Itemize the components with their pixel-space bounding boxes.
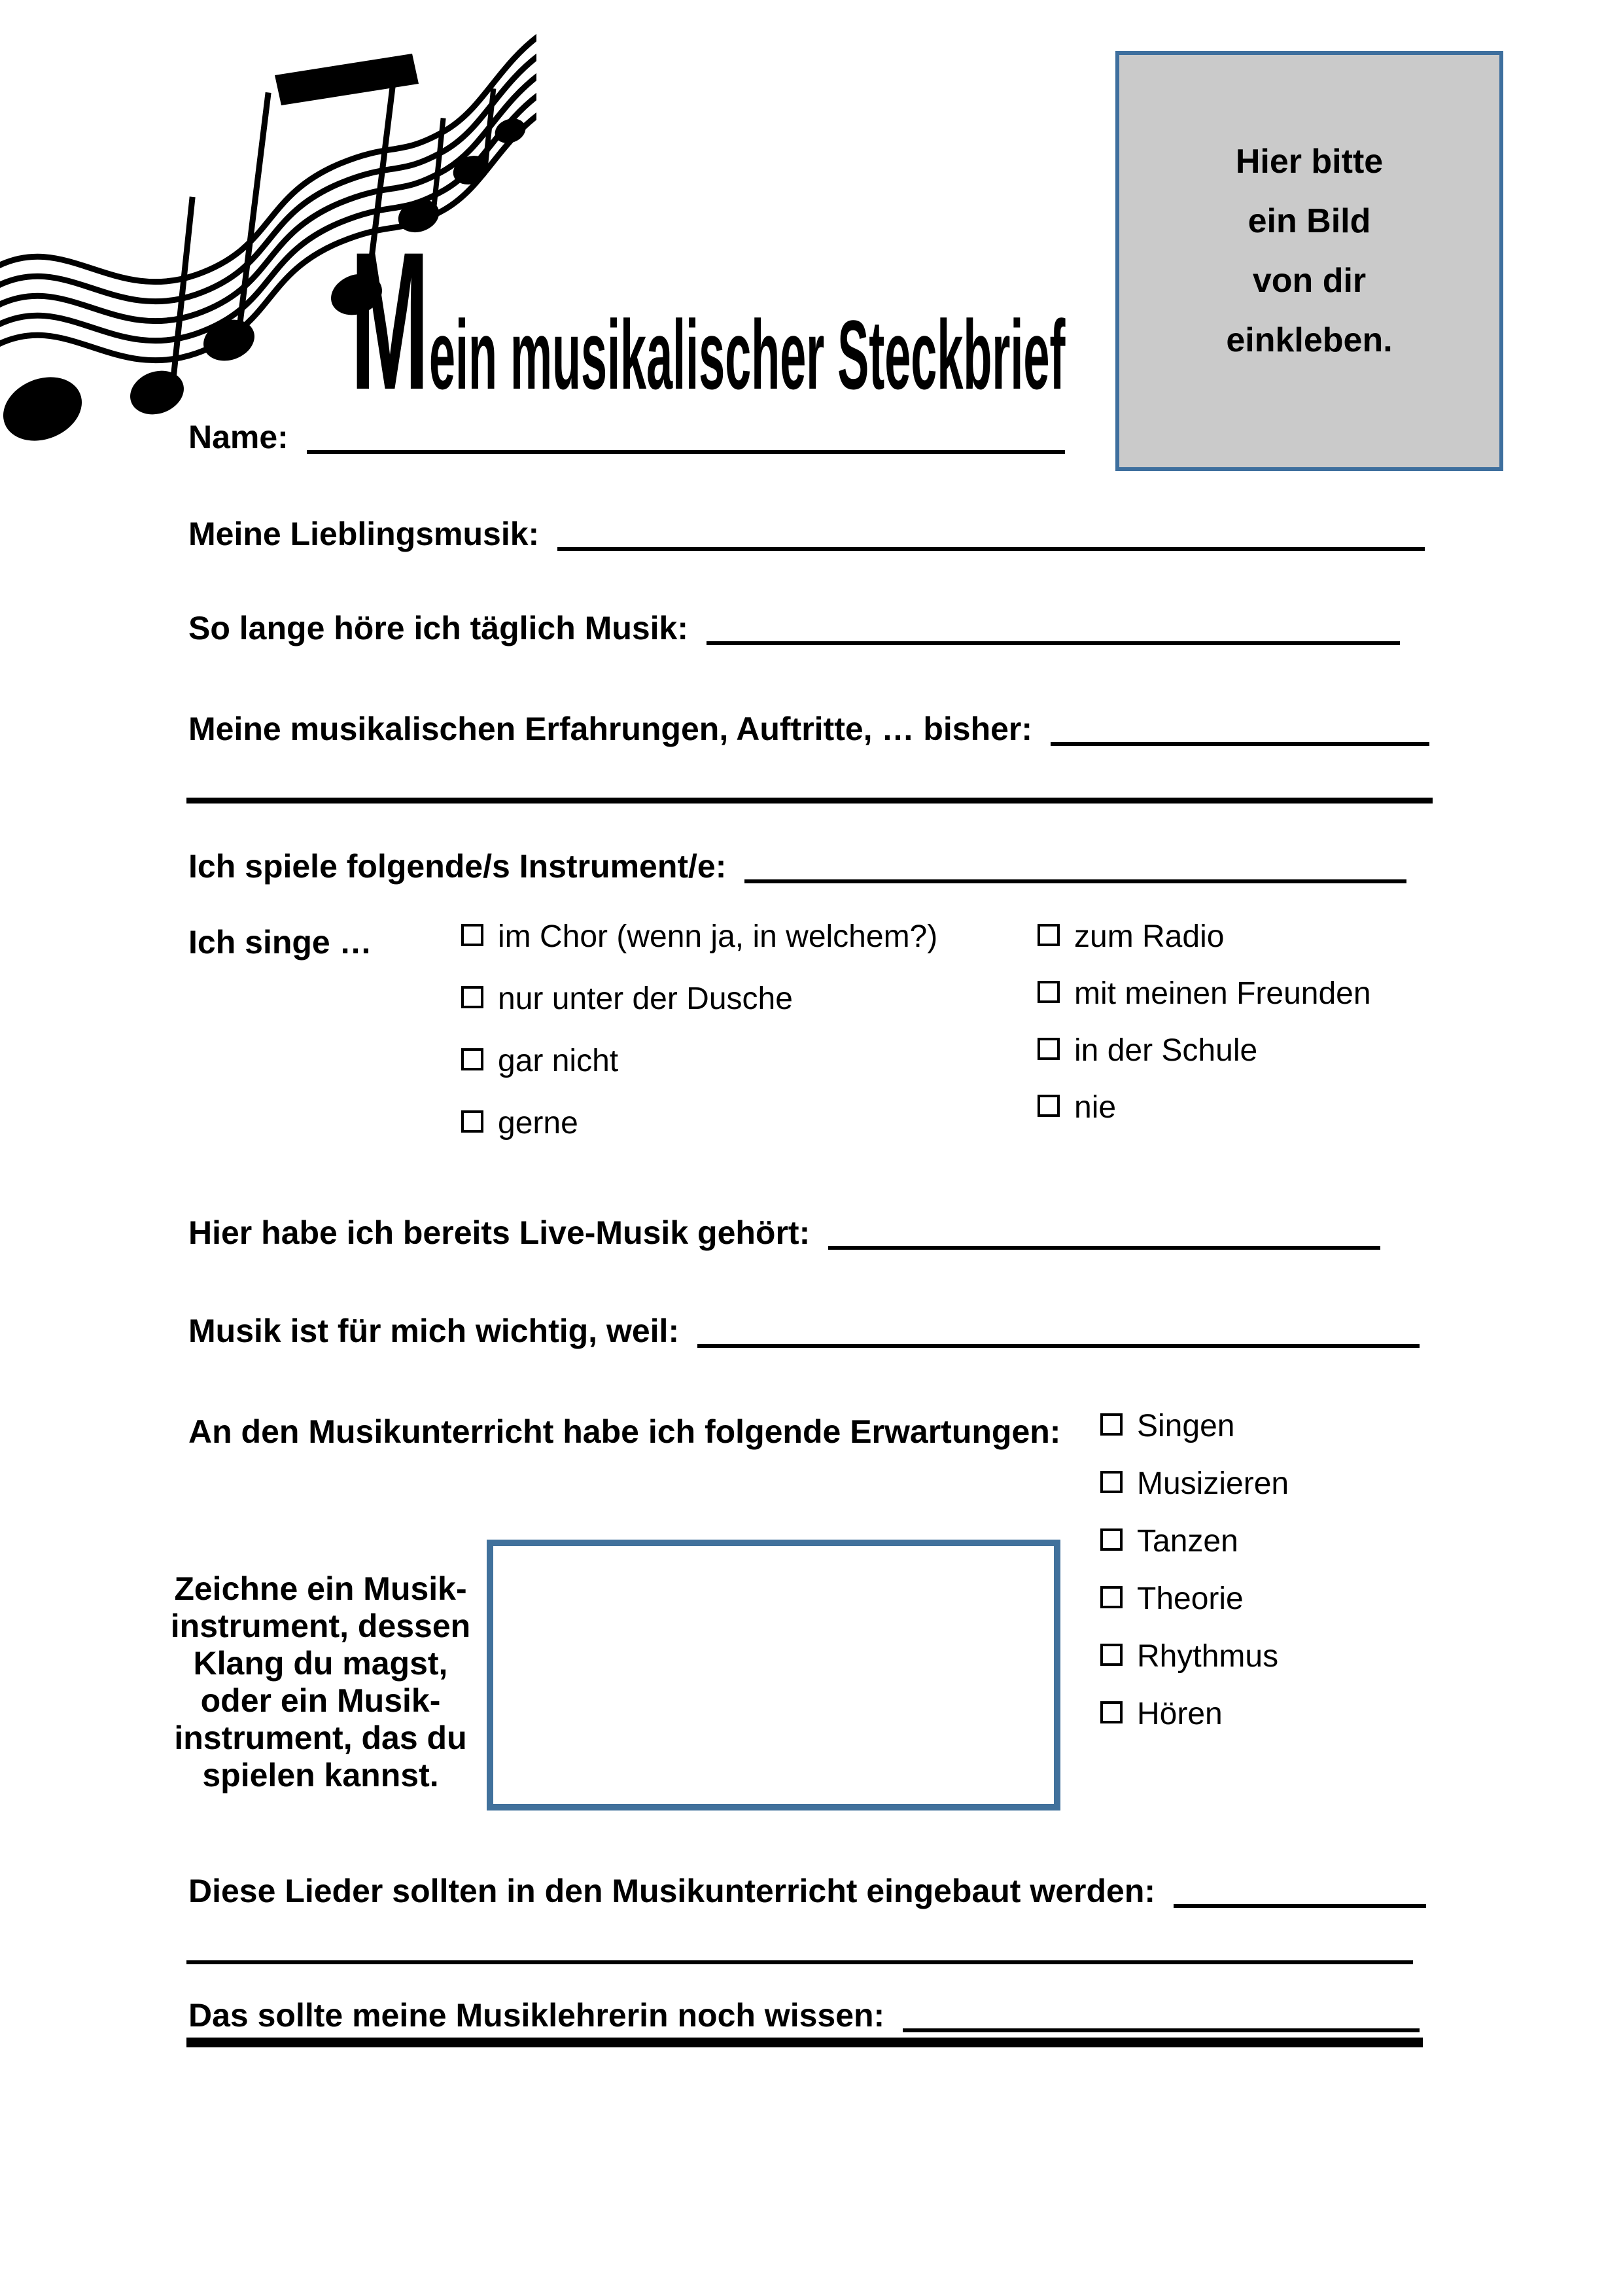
draw-instruction-line: Klang du magst, — [193, 1645, 448, 1682]
page-title — [351, 211, 1066, 431]
draw-instruction-line: oder ein Musik- — [200, 1682, 441, 1719]
photo-box-line: Hier bitte — [1235, 143, 1384, 181]
option-label: mit meinen Freunden — [1074, 976, 1371, 1011]
write-line-live[interactable] — [828, 1246, 1380, 1250]
field-songs-label: Diese Lieder sollten in den Musikunterricht eingebaut werden: — [188, 1873, 1156, 1909]
option-label: zum Radio — [1074, 919, 1225, 954]
option-label: Hören — [1137, 1697, 1223, 1731]
checkbox-icon[interactable] — [1100, 1586, 1123, 1608]
draw-instruction-line: spielen kannst. — [202, 1757, 439, 1793]
checkbox-icon[interactable] — [461, 986, 483, 1008]
field-songs — [188, 1873, 1426, 1909]
field-singing-label: Ich singe … — [188, 924, 372, 961]
field-expectations-label: An den Musikunterricht habe ich folgende Erwartungen: — [188, 1413, 1061, 1450]
draw-instruction-line: Zeichne ein Musik- — [174, 1570, 467, 1607]
write-line-instrument[interactable] — [744, 879, 1406, 883]
option-singen — [1100, 1408, 1289, 1445]
title-initial: M — [351, 211, 429, 431]
field-singing — [188, 924, 372, 961]
option-label: Rhythmus — [1137, 1639, 1279, 1674]
photo-box-line: von dir — [1252, 262, 1367, 300]
field-live-label: Hier habe ich bereits Live-Musik gehört: — [188, 1214, 811, 1251]
field-instrument — [188, 848, 1406, 885]
option-label: im Chor (wenn ja, in welchem?) — [498, 919, 938, 954]
bottom-rule — [186, 2038, 1423, 2047]
write-line-important[interactable] — [697, 1344, 1420, 1348]
checkbox-icon[interactable] — [1100, 1413, 1123, 1436]
expectation-options — [1100, 1408, 1289, 1754]
checkbox-icon[interactable] — [1038, 981, 1060, 1003]
field-instrument-label: Ich spiele folgende/s Instrument/e: — [188, 848, 727, 885]
option-mit-freunden — [1038, 976, 1371, 1012]
field-live-music — [188, 1214, 1380, 1251]
title-text: ein musikalischer Steckbrief — [428, 300, 1066, 410]
write-line-experience[interactable] — [1051, 742, 1429, 746]
option-gar-nicht — [461, 1043, 937, 1080]
option-label: gerne — [498, 1106, 578, 1140]
option-nie — [1038, 1089, 1371, 1126]
field-name-label: Name: — [188, 419, 288, 455]
option-label: Singen — [1137, 1409, 1235, 1443]
checkbox-icon[interactable] — [461, 1110, 483, 1133]
write-line-daily[interactable] — [707, 641, 1400, 645]
checkbox-icon[interactable] — [1038, 924, 1060, 946]
checkbox-icon[interactable] — [1038, 1095, 1060, 1117]
option-im-chor — [461, 919, 937, 955]
write-line-teacher[interactable] — [903, 2028, 1420, 2032]
draw-instruction — [157, 1570, 484, 1794]
photo-placeholder-box[interactable] — [1115, 51, 1503, 471]
option-label: in der Schule — [1074, 1033, 1258, 1068]
checkbox-icon[interactable] — [1100, 1471, 1123, 1493]
field-experience — [188, 711, 1429, 747]
drawing-area-box[interactable] — [487, 1540, 1060, 1810]
field-daily-label: So lange höre ich täglich Musik: — [188, 610, 689, 646]
draw-instruction-line: instrument, dessen — [170, 1608, 471, 1644]
field-name — [188, 419, 1065, 455]
draw-instruction-line: instrument, das du — [174, 1720, 467, 1756]
write-line-experience-2[interactable] — [186, 798, 1433, 804]
write-line-name[interactable] — [307, 450, 1065, 454]
field-experience-label: Meine musikalischen Erfahrungen, Auftritte, … bisher: — [188, 711, 1033, 747]
write-line-songs-2[interactable] — [186, 1960, 1413, 1964]
option-hoeren — [1100, 1696, 1289, 1733]
option-label: nur unter der Dusche — [498, 981, 793, 1016]
write-line-favorite[interactable] — [557, 547, 1425, 551]
option-theorie — [1100, 1581, 1289, 1617]
photo-box-line: ein Bild — [1248, 202, 1371, 240]
field-teacher-note — [188, 1997, 1420, 2034]
option-dusche — [461, 981, 937, 1017]
option-gerne — [461, 1105, 937, 1142]
singing-options-right — [1038, 919, 1371, 1146]
checkbox-icon[interactable] — [1038, 1038, 1060, 1060]
option-label: gar nicht — [498, 1044, 619, 1078]
option-label: Musizieren — [1137, 1466, 1289, 1501]
checkbox-icon[interactable] — [461, 1048, 483, 1070]
option-label: Theorie — [1137, 1581, 1244, 1616]
field-important-label: Musik ist für mich wichtig, weil: — [188, 1313, 680, 1349]
checkbox-icon[interactable] — [1100, 1644, 1123, 1666]
field-daily-listening — [188, 610, 1400, 646]
checkbox-icon[interactable] — [1100, 1701, 1123, 1723]
option-label: nie — [1074, 1090, 1117, 1125]
field-teacher-label: Das sollte meine Musiklehrerin noch wissen: — [188, 1997, 885, 2034]
field-important — [188, 1313, 1420, 1349]
checkbox-icon[interactable] — [1100, 1528, 1123, 1551]
singing-options-left — [461, 919, 937, 1167]
option-musizieren — [1100, 1466, 1289, 1502]
option-tanzen — [1100, 1523, 1289, 1560]
field-favorite-label: Meine Lieblingsmusik: — [188, 516, 540, 552]
field-favorite-music — [188, 516, 1425, 552]
option-label: Tanzen — [1137, 1524, 1238, 1559]
field-expectations — [188, 1413, 1060, 1450]
write-line-songs[interactable] — [1174, 1904, 1426, 1908]
photo-box-line: einkleben. — [1226, 321, 1393, 359]
option-zum-radio — [1038, 919, 1371, 955]
checkbox-icon[interactable] — [461, 924, 483, 946]
option-rhythmus — [1100, 1638, 1289, 1675]
option-in-der-schule — [1038, 1033, 1371, 1069]
